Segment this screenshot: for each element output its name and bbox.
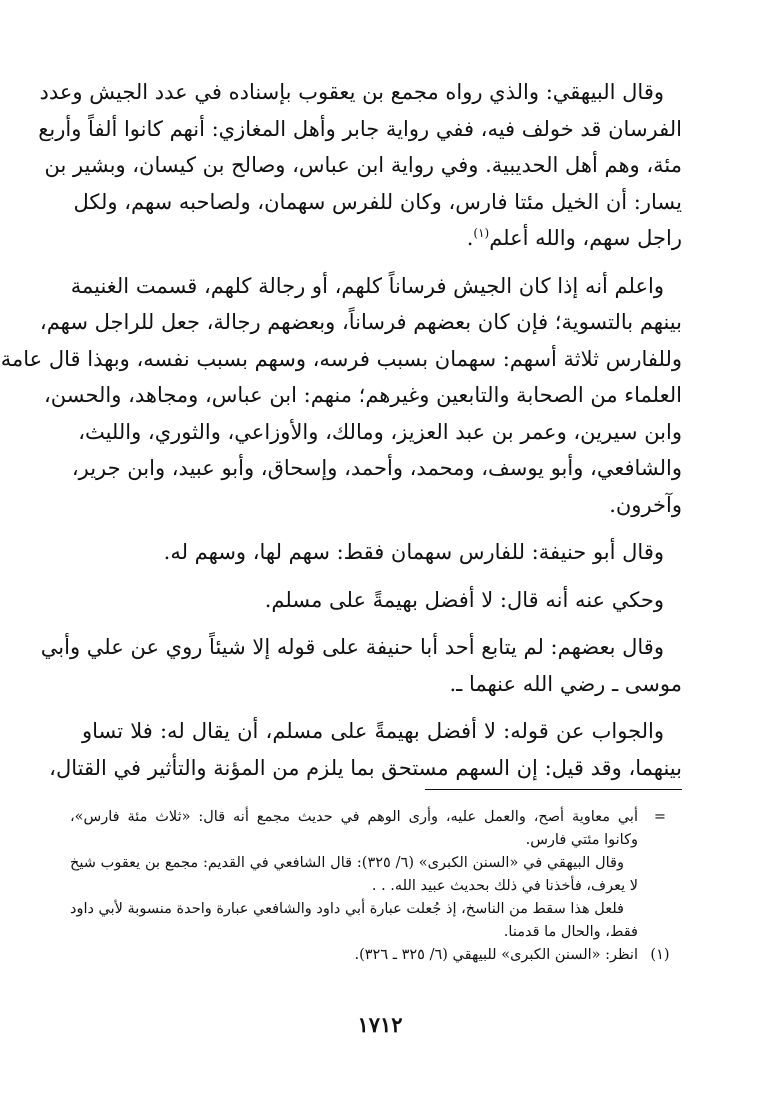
text-line: العلماء من الصحابة والتابعين وغيرهم؛ منهم: ابن عباس، ومجاهد، والحسن، xyxy=(43,383,682,407)
footnote-body xyxy=(82,944,638,967)
text-line: والشافعي، وأبو يوسف، ومحمد، وأحمد، وإسحاق، وأبو عبيد، وابن جرير، xyxy=(71,456,682,480)
text-line: يسار: أن الخيل مئتا فارس، وكان للفرس سهمان، ولصاحبه سهم، ولكل xyxy=(73,189,682,214)
text-line: واعلم أنه إذا كان الجيش فرساناً كلهم، أو رجالة كلهم، قسمت الغنيمة xyxy=(70,273,664,298)
text-line: مئة، وهم أهل الحديبية. وفي رواية ابن عباس، وصالح بن كيسان، وبشير بن xyxy=(44,153,682,177)
paragraph-2 xyxy=(0,268,682,524)
footnotes xyxy=(69,806,682,967)
paragraph-5 xyxy=(40,629,682,702)
footnote-line: فلعل هذا سقط من الناسخ، إذ جُعلت عبارة أبي داود والشافعي عبارة واحدة منسوبة لأبي داود xyxy=(69,901,624,917)
paragraph-1 xyxy=(38,74,682,257)
text-fragment: . xyxy=(466,226,474,250)
footnote-line: انظر: «السنن الكبرى» للبيهقي (٦/ ٣٢٥ ـ ٣٢٦). xyxy=(354,947,638,963)
text-line: وقال أبو حنيفة: للفارس سهمان فقط: سهم لها، وسهم له. xyxy=(163,540,664,564)
footnote-divider xyxy=(425,789,682,790)
text-line: وحكي عنه أنه قال: لا أفضل بهيمةً على مسلم. xyxy=(264,587,664,612)
footnote-ref[interactable]: (١) xyxy=(473,226,490,240)
footnote-line: أبي معاوية أصح، والعمل عليه، وأرى الوهم في حديث مجمع أنه قال: «ثلاث مئة فارس»، xyxy=(69,809,638,825)
text-line: بينهما، وقد قيل: إن السهم مستحق بما يلزم من المؤنة والتأثير في القتال، xyxy=(49,755,682,780)
footnote-body xyxy=(70,806,638,944)
main-text xyxy=(0,74,682,786)
footnote-1 xyxy=(82,944,682,967)
continuation-mark: = xyxy=(653,809,667,825)
paragraph-4 xyxy=(82,582,682,619)
page-number: ١٧١٢ xyxy=(357,1012,403,1037)
page-body xyxy=(0,74,682,797)
text-line: وقال البيهقي: والذي رواه مجمع بن يعقوب بإسناده في عدد الجيش وعدد xyxy=(39,80,664,104)
text-line: بينهم بالتسوية؛ فإن كان بعضهم فرساناً، وبعضهم رجالة، جعل للراجل سهم، xyxy=(39,310,682,334)
text-line: والجواب عن قوله: لا أفضل بهيمةً على مسلم، أن يقال له: فلا تساو xyxy=(82,719,664,743)
text-line: موسى ـ رضي الله عنهما ـ. xyxy=(449,671,682,696)
footnote-line: فقط، والحال ما قدمنا. xyxy=(503,924,638,940)
footnote-line: وقال البيهقي في «السنن الكبرى» (٦/ ٣٢٥): قال الشافعي في القديم: مجمع بن يعقوب شيخ xyxy=(69,855,624,871)
text-line: وآخرون. xyxy=(609,492,682,517)
text-line: وقال بعضهم: لم يتابع أحد أبا حنيفة على قوله إلا شيئاً روي عن علي وأبي xyxy=(40,635,664,659)
paragraph-3 xyxy=(82,534,682,571)
footnote-mark: (١) xyxy=(650,947,670,963)
footnote-line: وكانوا مئتي فارس. xyxy=(525,832,638,848)
text-line: وللفارس ثلاثة أسهم: سهمان بسبب فرسه، وسهم بسبب نفسه، وبهذا قال عامة xyxy=(0,346,682,371)
footnote-line: لا يعرف، فأخذنا في ذلك بحديث عبيد الله. . . xyxy=(371,878,638,894)
text-line xyxy=(82,220,682,257)
text-fragment: راجل سهم، والله أعلم xyxy=(489,226,682,250)
text-line: الفرسان قد خولف فيه، ففي رواية جابر وأهل المغازي: أنهم كانوا ألفاً وأربع xyxy=(38,116,682,141)
footnote-continuation xyxy=(69,806,682,944)
paragraph-6 xyxy=(49,713,682,786)
text-line: وابن سيرين، وعمر بن عبد العزيز، ومالك، والأوزاعي، والثوري، والليث، xyxy=(78,419,682,444)
